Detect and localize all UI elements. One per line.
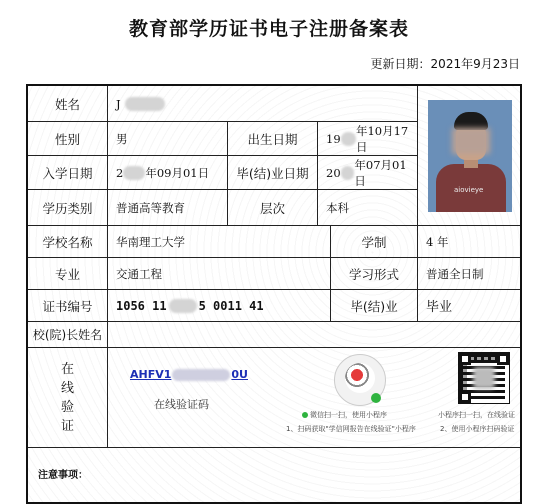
document-title: 教育部学历证书电子注册备案表 — [128, 18, 409, 40]
verify-code-suffix: 0U — [231, 368, 248, 381]
mini-step-1: 1、扫码获取"学信网报告在线验证"小程序 — [286, 425, 416, 433]
value-principal — [108, 322, 522, 348]
qr-corner-icon — [497, 353, 509, 365]
cert-no-suffix: 5 0011 41 — [198, 298, 264, 313]
cert-no-prefix: 1056 11 — [116, 298, 167, 313]
label-online-verify — [28, 348, 108, 448]
enroll-date-suffix: 年09月01日 — [145, 165, 210, 180]
value-name — [108, 86, 418, 122]
value-level: 本科 — [318, 190, 418, 226]
registration-form — [26, 84, 522, 504]
enroll-year-prefix: 2 — [116, 165, 124, 180]
redacted-cert-no — [169, 299, 197, 313]
label-enroll-date: 入学日期 — [28, 156, 108, 190]
verify-char-2: 线 — [60, 380, 74, 396]
student-photo — [428, 100, 512, 212]
label-name: 姓名 — [28, 86, 108, 122]
label-major: 专业 — [28, 258, 108, 290]
redacted-qr — [473, 367, 495, 389]
update-date: 更新日期：2021年9月23日 — [370, 57, 520, 71]
redacted-name — [125, 97, 165, 111]
redacted-birth-year — [341, 132, 356, 146]
label-study-form: 学习形式 — [331, 258, 418, 290]
value-enroll-date — [108, 156, 228, 190]
check-badge-icon — [371, 393, 381, 403]
mini-program-code[interactable] — [334, 354, 386, 406]
notes-heading: 注意事项： — [38, 470, 88, 481]
qr-corner-icon — [459, 353, 471, 365]
value-graduation: 毕业 — [418, 290, 522, 322]
value-duration: 4 年 — [418, 226, 522, 258]
verify-qr-code[interactable] — [458, 352, 510, 404]
verify-code-caption: 在线验证码 — [154, 398, 209, 411]
value-major: 交通工程 — [108, 258, 331, 290]
mini-program-logo-icon — [345, 363, 375, 393]
value-degree-type: 普通高等教育 — [108, 190, 228, 226]
grad-date-suffix: 年07月01日 — [354, 157, 407, 188]
value-gender: 男 — [108, 122, 228, 156]
value-name-initial: J — [116, 96, 121, 111]
label-cert-no: 证书编号 — [28, 290, 108, 322]
grad-year-prefix: 20 — [326, 165, 341, 180]
verify-code-prefix: AHFV1 — [130, 368, 172, 381]
label-graduation: 毕(结)业 — [331, 290, 418, 322]
shirt-logo: aiovieye — [454, 185, 484, 194]
label-principal: 校(院)长姓名 — [28, 322, 108, 348]
online-verify-section — [108, 348, 522, 448]
value-study-form: 普通全日制 — [418, 258, 522, 290]
label-degree-type: 学历类别 — [28, 190, 108, 226]
redacted-face — [452, 128, 490, 154]
label-level: 层次 — [228, 190, 318, 226]
verify-char-3: 验 — [60, 399, 74, 415]
label-school: 学校名称 — [28, 226, 108, 258]
birth-date-suffix: 年10月17日 — [355, 123, 409, 154]
qr-corner-icon — [459, 391, 471, 403]
redacted-grad-year — [341, 166, 355, 180]
mini-hint-left: 微信扫一扫，使用小程序 — [302, 410, 387, 420]
value-cert-no — [108, 290, 331, 322]
redacted-enroll-year — [123, 166, 145, 180]
wechat-icon — [302, 412, 308, 418]
label-gender: 性别 — [28, 122, 108, 156]
verify-char-1: 在 — [60, 361, 74, 377]
photo-cell — [418, 86, 522, 226]
verify-code-link[interactable] — [130, 368, 248, 381]
redacted-verify-code — [172, 369, 230, 381]
birth-year-prefix: 19 — [326, 131, 341, 146]
verify-char-4: 证 — [60, 418, 74, 434]
mini-step-2: 2、使用小程序扫码验证 — [440, 425, 515, 433]
value-school: 华南理工大学 — [108, 226, 331, 258]
label-grad-date: 毕(结)业日期 — [228, 156, 318, 190]
label-birth-date: 出生日期 — [228, 122, 318, 156]
value-birth-date — [318, 122, 418, 156]
mini-hint-right: 小程序扫一扫，在线验证 — [438, 411, 515, 419]
label-duration: 学制 — [331, 226, 418, 258]
value-grad-date — [318, 156, 418, 190]
